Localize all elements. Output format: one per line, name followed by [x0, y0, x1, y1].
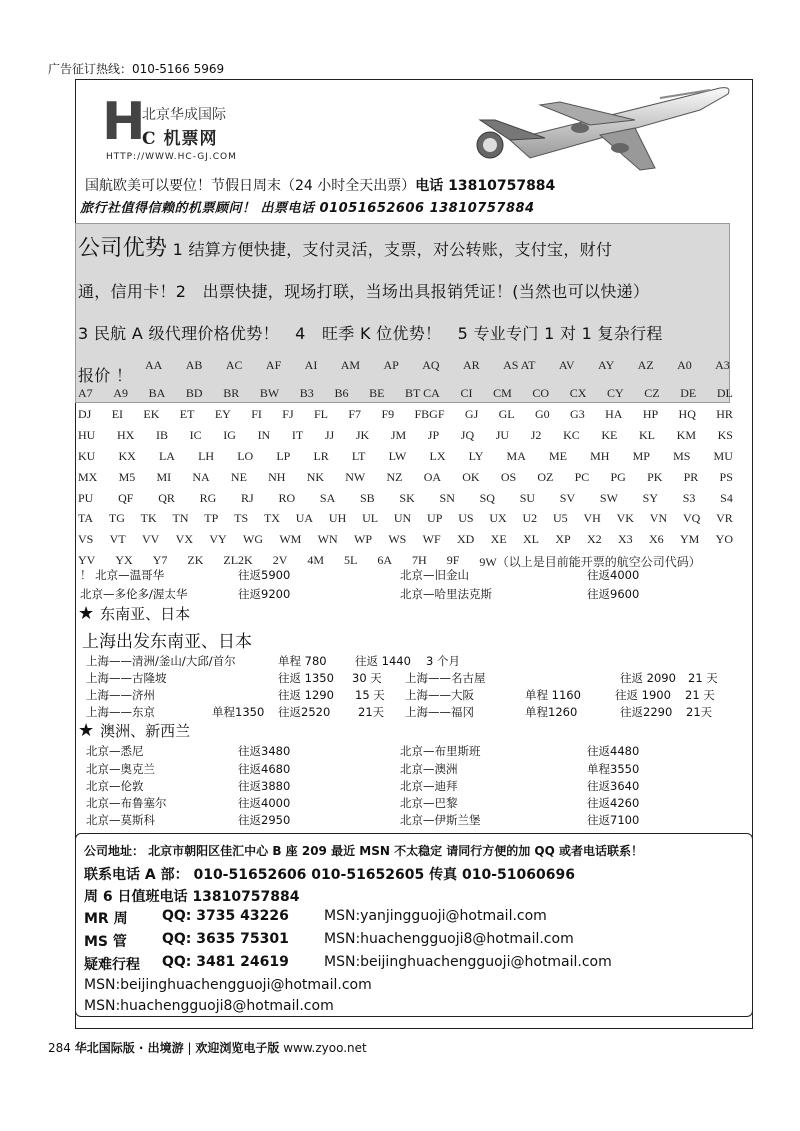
airline-code: QR	[158, 491, 175, 505]
airline-code: VH	[583, 511, 601, 525]
airline-code: EK	[143, 407, 160, 421]
airline-code: IB	[155, 428, 168, 442]
airline-code: AP	[383, 358, 399, 372]
route-name: 北京—澳洲	[400, 762, 458, 776]
airline-code: U2	[522, 511, 538, 525]
airline-code: EI	[111, 407, 124, 421]
advantage-line-2: 通，信用卡！2 出票快捷，现场打联，当场出具报销凭证！(当然也可以快递）	[78, 282, 650, 301]
contact-msn[interactable]: MSN:huachengguoji8@hotmail.com	[84, 998, 334, 1014]
airline-code: LX	[429, 449, 446, 463]
advantage-line-3: 3 民航 A 级代理价格优势！ 4 旺季 K 位优势！ 5 专业专门 1 对 1 复杂行程	[78, 324, 663, 343]
route-price: 单程 780	[278, 654, 327, 668]
route-name: 上海——东京	[86, 705, 155, 719]
airline-code: US	[458, 511, 474, 525]
airline-code: MP	[632, 449, 650, 463]
airline-code: AQ	[422, 358, 440, 372]
page-number: 284	[48, 1041, 71, 1055]
route-price: 单程1260	[525, 705, 578, 719]
route-price: 往返 1350	[278, 671, 334, 685]
airline-code: XP	[555, 532, 571, 546]
airline-code: WM	[279, 532, 302, 546]
route-price: 往返9600	[587, 587, 640, 601]
airline-code: UA	[295, 511, 314, 525]
airline-code: JQ	[460, 428, 475, 442]
airline-code: TN	[172, 511, 189, 525]
footer-welcome: 欢迎浏览电子版	[195, 1041, 280, 1055]
intro-text: 国航欧美可以要位！节假日周末（24 小时全天出票）	[85, 178, 416, 194]
airline-code: U5	[553, 511, 568, 525]
airline-code: DJ	[78, 407, 92, 421]
airline-code: WN	[317, 532, 338, 546]
route-price: 往返9200	[238, 587, 291, 601]
airline-code: KM	[676, 428, 696, 442]
airline-code: DE	[680, 386, 697, 400]
route-validity: 3 个月	[426, 654, 460, 668]
route-validity: 21天	[686, 705, 713, 719]
contact-phone: 联系电话 A 部： 010-51652606 010-51652605 传真 010-51060696	[84, 867, 575, 883]
airline-code: BA	[148, 386, 166, 400]
airline-code: NA	[192, 470, 210, 484]
route-name: 上海——济州	[86, 688, 155, 702]
airline-code: HX	[116, 428, 135, 442]
airplane-icon	[470, 80, 735, 180]
airline-code: HA	[605, 407, 623, 421]
airline-code: 2V	[272, 553, 288, 567]
airline-code: KL	[639, 428, 656, 442]
route-name: 上海——清洲/釜山/大邱/首尔	[86, 654, 236, 668]
contact-msn[interactable]: MSN:beijinghuachengguoji@hotmail.com	[324, 954, 612, 970]
contact-qq: QQ: 3481 24619	[162, 954, 289, 970]
route-name: 北京—巴黎	[400, 796, 458, 810]
airline-code: UP	[427, 511, 443, 525]
route-price: 往返4000	[238, 796, 291, 810]
airline-code: AY	[598, 358, 615, 372]
airline-code: PG	[610, 470, 626, 484]
airline-code: OA	[423, 470, 442, 484]
airline-code: BR	[223, 386, 240, 400]
airline-code: JK	[355, 428, 370, 442]
airline-code: TG	[108, 511, 125, 525]
airline-code: FL	[313, 407, 328, 421]
route-price: 单程1350	[212, 705, 265, 719]
airline-code: CZ	[644, 386, 660, 400]
route-price: 往返3880	[238, 779, 291, 793]
airline-code: Y7	[152, 553, 168, 567]
airline-code: TK	[140, 511, 157, 525]
airline-code-row	[78, 532, 733, 547]
airline-code: LA	[158, 449, 175, 463]
airline-code: BW	[259, 386, 280, 400]
airline-code: YV	[78, 553, 96, 567]
airline-code: WF	[422, 532, 441, 546]
airline-code: LT	[351, 449, 366, 463]
airline-code: WP	[354, 532, 372, 546]
airline-code: CX	[569, 386, 587, 400]
airline-code: SU	[519, 491, 536, 505]
route-name: 北京—伊斯兰堡	[400, 813, 481, 827]
airline-code: VQ	[682, 511, 701, 525]
route-name: 北京—哈里法克斯	[400, 587, 492, 601]
airline-code: WS	[388, 532, 407, 546]
airline-code: LH	[198, 449, 215, 463]
logo-letter: H	[102, 92, 146, 152]
route-price: 往返 1900	[615, 688, 671, 702]
route-name: 上海——大阪	[405, 688, 474, 702]
airline-code: VV	[142, 532, 160, 546]
footer-site-link[interactable]: www.zyoo.net	[283, 1041, 367, 1055]
route-price: 往返4480	[587, 744, 640, 758]
route-price: 往返 1290	[278, 688, 334, 702]
route-name: 北京—多伦多/渥太华	[80, 587, 188, 601]
logo-name-bottom: C 机票网	[142, 129, 218, 149]
airline-code: XL	[522, 532, 539, 546]
airline-code: LR	[313, 449, 329, 463]
airline-code: HR	[716, 407, 733, 421]
airline-code: NH	[268, 470, 286, 484]
airline-code: SY	[642, 491, 658, 505]
route-name: 上海——福冈	[405, 705, 474, 719]
airline-code: F7	[348, 407, 362, 421]
airline-code: TS	[234, 511, 249, 525]
route-price: 单程3550	[587, 762, 640, 776]
star-icon: ★	[78, 603, 95, 624]
intro-phone: 电话 13810757884	[415, 178, 556, 194]
airline-code: TP	[204, 511, 219, 525]
intro-line-2: 旅行社值得信赖的机票顾问！ 出票电话 01051652606 13810757884	[80, 201, 535, 216]
advantage-line-4: 报价 ！	[78, 366, 133, 385]
ad-hotline: 广告征订热线：010-5166 5969	[48, 62, 225, 76]
contact-person-name: MR 周	[84, 911, 128, 927]
airline-code: FI	[251, 407, 262, 421]
airline-code: VK	[616, 511, 634, 525]
airline-code: UH	[328, 511, 347, 525]
route-name: 北京—旧金山	[400, 568, 469, 582]
airline-code: OS	[500, 470, 517, 484]
airline-code: GL	[498, 407, 515, 421]
airline-code: AC	[225, 358, 243, 372]
airline-code: TX	[263, 511, 280, 525]
airline-code: MX	[78, 470, 98, 484]
airline-code: 6A	[377, 553, 393, 567]
airline-code: B6	[334, 386, 349, 400]
route-name: ！ 北京—温哥华	[80, 568, 165, 582]
route-name: 北京—莫斯科	[86, 813, 155, 827]
airline-code: VR	[716, 511, 733, 525]
route-price: 往返2520	[278, 705, 331, 719]
airline-code: NE	[230, 470, 247, 484]
contact-qq: QQ: 3635 75301	[162, 931, 289, 947]
airline-code: AF	[265, 358, 282, 372]
advantage-line-1: 1 结算方便快捷，支付灵活，支票，对公转账，支付宝，财付	[172, 240, 613, 259]
airline-code: ZL2K	[223, 553, 253, 567]
airline-code: LW	[388, 449, 407, 463]
airline-code: 9W（以上是目前能开票的航空公司代码）	[479, 555, 701, 569]
airline-code: X3	[617, 532, 633, 546]
contact-qq: QQ: 3735 43226	[162, 908, 289, 924]
airline-code: JM	[390, 428, 407, 442]
airline-code: BT CA	[405, 386, 440, 400]
airline-code: 7H	[412, 553, 427, 567]
airline-code: HU	[78, 428, 96, 442]
airline-code: IC	[189, 428, 202, 442]
route-validity: 15 天	[355, 688, 385, 702]
contact-person-name: 疑难行程	[84, 957, 140, 973]
airline-code-row	[78, 449, 733, 464]
contact-person-name: MS 管	[84, 934, 127, 950]
airline-code-row	[78, 470, 733, 485]
airline-code: NW	[345, 470, 366, 484]
contact-msn[interactable]: MSN:yanjingguoji@hotmail.com	[324, 908, 547, 924]
airline-code: SQ	[479, 491, 495, 505]
airline-code: J2	[530, 428, 542, 442]
airline-code: AB	[185, 358, 203, 372]
airline-code: SW	[599, 491, 618, 505]
airline-code: LP	[276, 449, 291, 463]
airline-code: QF	[118, 491, 134, 505]
airline-code: AI	[304, 358, 318, 372]
airline-code: MU	[713, 449, 733, 463]
route-price: 往返4000	[587, 568, 640, 582]
airline-code: ET	[179, 407, 195, 421]
airline-code-row	[78, 386, 733, 401]
airline-code: VS	[78, 532, 94, 546]
intro-line-1	[85, 175, 555, 195]
airline-code: RJ	[241, 491, 254, 505]
airline-code: 9F	[446, 553, 460, 567]
airline-code: TA	[78, 511, 94, 525]
airline-code-row	[78, 428, 733, 443]
airline-code: MH	[590, 449, 610, 463]
route-name: 北京—布鲁塞尔	[86, 796, 167, 810]
airline-code-row	[78, 491, 733, 506]
airline-code: NZ	[386, 470, 403, 484]
airline-code: VN	[649, 511, 668, 525]
airline-code: FJ	[282, 407, 294, 421]
airline-code: F9	[381, 407, 395, 421]
airline-code: VT	[109, 532, 126, 546]
airline-code: SN	[439, 491, 455, 505]
footer-separator: |	[187, 1041, 192, 1055]
airline-code: CM	[493, 386, 512, 400]
route-name: 北京—伦敦	[86, 779, 144, 793]
airline-code: IN	[257, 428, 271, 442]
airline-code: WG	[243, 532, 264, 546]
airline-code: AZ	[637, 358, 654, 372]
airline-code: UX	[489, 511, 507, 525]
airline-code: HQ	[678, 407, 696, 421]
airline-code-row	[78, 511, 733, 526]
airline-code: OZ	[537, 470, 554, 484]
airline-code: PC	[574, 470, 590, 484]
airline-code: MS	[673, 449, 691, 463]
route-price: 往返3640	[587, 779, 640, 793]
airline-code: AS AT	[503, 358, 536, 372]
airline-code-row	[78, 407, 733, 422]
route-price: 往返4680	[238, 762, 291, 776]
route-price: 往返2950	[238, 813, 291, 827]
airline-code: 4M	[307, 553, 325, 567]
airline-code: EY	[214, 407, 231, 421]
airline-code: AM	[340, 358, 361, 372]
airline-code: FBGF	[414, 407, 445, 421]
airline-code: RG	[199, 491, 217, 505]
airline-code: CO	[532, 386, 550, 400]
section-title: 东南亚、日本	[100, 605, 191, 623]
route-price: 往返5900	[238, 568, 291, 582]
airline-code: IT	[291, 428, 304, 442]
airline-code: BD	[185, 386, 203, 400]
section-au	[78, 720, 190, 741]
airline-code: G0	[535, 407, 550, 421]
route-name: 北京—悉尼	[86, 744, 144, 758]
airline-code: DL	[716, 386, 733, 400]
airline-code: OK	[462, 470, 480, 484]
section-title: 澳洲、新西兰	[100, 722, 191, 740]
contact-msn[interactable]: MSN:beijinghuachengguoji@hotmail.com	[84, 977, 372, 993]
airline-code: KU	[78, 449, 96, 463]
route-price: 往返2290	[620, 705, 673, 719]
airline-code: S4	[720, 491, 733, 505]
airline-code: AV	[558, 358, 575, 372]
page-footer	[48, 1039, 367, 1056]
airline-code: KX	[118, 449, 136, 463]
airline-code: YO	[715, 532, 733, 546]
airline-code: VY	[209, 532, 227, 546]
airline-code: A9	[113, 386, 128, 400]
section-sea	[78, 603, 190, 624]
airline-code: MA	[506, 449, 526, 463]
star-icon: ★	[78, 720, 95, 741]
route-price: 往返3480	[238, 744, 291, 758]
route-validity: 21天	[358, 705, 385, 719]
route-name: 北京—奥克兰	[86, 762, 155, 776]
airline-code: CY	[607, 386, 624, 400]
airline-code: SK	[399, 491, 415, 505]
airline-code: YX	[115, 553, 133, 567]
airline-code: JP	[427, 428, 440, 442]
airline-code: LY	[468, 449, 484, 463]
airline-code: SB	[359, 491, 375, 505]
route-price: 往返4260	[587, 796, 640, 810]
airline-code-row	[145, 358, 730, 373]
airline-code: UL	[362, 511, 379, 525]
airline-code: NK	[306, 470, 325, 484]
airline-code: A7	[78, 386, 93, 400]
advantage-title: 公司优势	[78, 236, 168, 261]
route-price: 单程 1160	[525, 688, 581, 702]
airline-code: ZK	[187, 553, 204, 567]
airline-code: CI	[460, 386, 473, 400]
logo-url: HTTP://WWW.HC-GJ.COM	[106, 152, 237, 162]
airline-code: KC	[563, 428, 580, 442]
route-name: 北京—布里斯班	[400, 744, 481, 758]
airline-code: B3	[299, 386, 314, 400]
airline-code: SA	[319, 491, 336, 505]
airline-code: YM	[679, 532, 700, 546]
airline-code: ME	[549, 449, 568, 463]
airline-code: RO	[278, 491, 296, 505]
airline-code: PR	[683, 470, 699, 484]
airline-code: X2	[586, 532, 602, 546]
airline-code: S3	[682, 491, 696, 505]
publication-name: 华北国际版 · 出境游	[74, 1041, 184, 1055]
airline-code: UN	[393, 511, 412, 525]
route-name: 上海——名古屋	[405, 671, 486, 685]
airline-code: PS	[719, 470, 733, 484]
airline-code: AA	[145, 358, 163, 372]
airline-code: GJ	[464, 407, 479, 421]
airline-code: IG	[223, 428, 236, 442]
airline-code: JU	[495, 428, 510, 442]
airline-code: G3	[570, 407, 585, 421]
airline-code: XD	[456, 532, 475, 546]
contact-address: 公司地址： 北京市朝阳区佳汇中心 B 座 209 最近 MSN 不太稳定 请同行方便的加 QQ 或者电话联系！	[84, 844, 644, 858]
airline-code: PK	[647, 470, 663, 484]
route-price: 往返 2090	[620, 671, 676, 685]
route-name: 上海——古隆坡	[86, 671, 167, 685]
airline-code: M5	[118, 470, 136, 484]
route-validity: 21 天	[688, 671, 718, 685]
airline-code: KS	[717, 428, 733, 442]
route-name: 北京—迪拜	[400, 779, 458, 793]
airline-code: BE	[369, 386, 385, 400]
logo-name-top: 北京华成国际	[142, 107, 226, 123]
airline-code: JJ	[324, 428, 335, 442]
airline-code: SV	[559, 491, 576, 505]
airline-code: X6	[648, 532, 664, 546]
airline-code: PU	[78, 491, 94, 505]
airline-code: HP	[642, 407, 659, 421]
contact-msn[interactable]: MSN:huachengguoji8@hotmail.com	[324, 931, 574, 947]
airline-code: VX	[175, 532, 194, 546]
airline-code: A3	[715, 358, 730, 372]
airline-code: AR	[462, 358, 480, 372]
route-price: 往返 1440	[355, 654, 411, 668]
route-validity: 21 天	[685, 688, 715, 702]
airline-code: A0	[677, 358, 692, 372]
airline-code: 5L	[344, 553, 358, 567]
route-validity: 30 天	[352, 671, 382, 685]
airline-code: XE	[490, 532, 507, 546]
duty-phone: 周 6 日值班电话 13810757884	[84, 889, 300, 905]
airline-code: LO	[237, 449, 254, 463]
company-logo	[100, 92, 300, 168]
airline-code: MI	[156, 470, 172, 484]
route-price: 往返7100	[587, 813, 640, 827]
airline-code: KE	[601, 428, 618, 442]
section-subtitle: 上海出发东南亚、日本	[82, 632, 252, 652]
